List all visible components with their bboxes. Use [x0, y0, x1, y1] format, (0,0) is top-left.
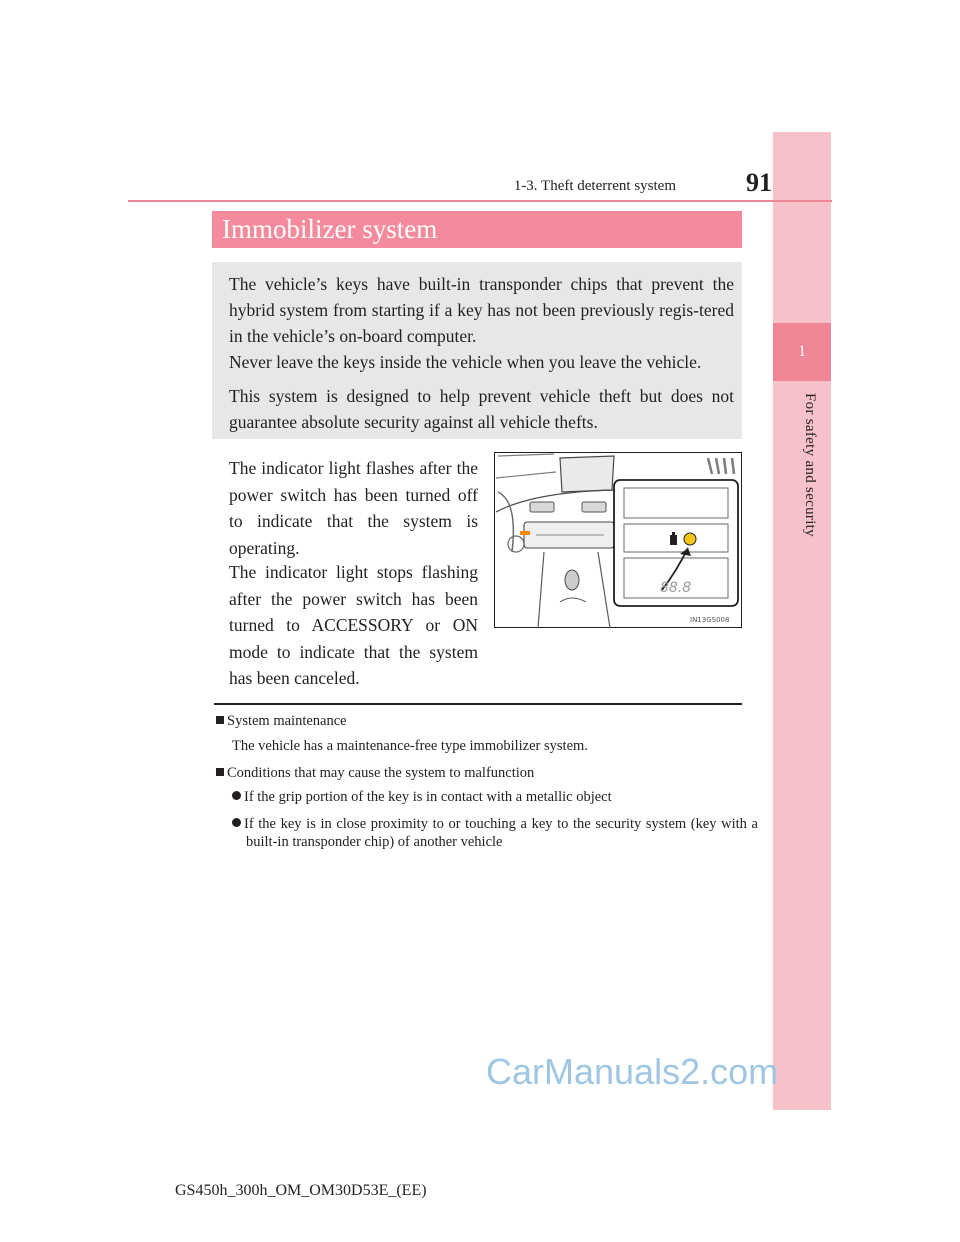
section-title: 1-3. Theft deterrent system: [513, 178, 676, 194]
note-heading: [216, 764, 534, 782]
dashboard-illustration: [494, 452, 742, 628]
malfunction-heading: Conditions that may cause the system to malfunction: [227, 765, 535, 781]
note-heading: [216, 712, 347, 730]
side-tab: [773, 132, 831, 1110]
chapter-label: For safety and security: [802, 393, 818, 537]
display-reading: 88.8: [660, 580, 692, 596]
page-number: 91: [746, 168, 772, 197]
bullet-dot-icon: [232, 791, 241, 800]
body-paragraph: The indicator light stops flashing after the power switch has been turned to ACCESSORY or ON mode to indicate that the system has been canceled.: [229, 562, 478, 688]
chapter-number: 1: [773, 323, 831, 381]
intro-paragraph: Never leave the keys inside the vehicle when you leave the vehicle.: [229, 352, 702, 372]
bullet-item: If the key is in close proximity to or touching a key to the security system (key with a built-in transponder chip) of another vehicle: [232, 815, 758, 851]
intro-paragraph: The vehicle’s keys have built-in transponder chips that prevent the hybrid system from starting if a key has not been previously regis-tered in the vehicle’s on-board computer.: [229, 274, 734, 346]
square-bullet-icon: [216, 716, 224, 724]
illustration-code: IN13GS008: [690, 616, 730, 624]
watermark: CarManuals2.com: [486, 1051, 779, 1092]
header-rule: [128, 200, 832, 202]
maintenance-heading: System maintenance: [227, 713, 347, 729]
page-title: Immobilizer system: [222, 214, 438, 244]
document-code: GS450h_300h_OM_OM30D53E_(EE): [175, 1182, 427, 1199]
bullet-item: If the grip portion of the key is in contact with a metallic object: [232, 788, 742, 806]
bullet-dot-icon: [232, 818, 241, 827]
section-rule: [214, 703, 742, 705]
square-bullet-icon: [216, 768, 224, 776]
intro-paragraph: This system is designed to help prevent vehicle theft but does not guarantee absolute security against all vehicle thefts.: [229, 386, 734, 432]
body-paragraph: The indicator light flashes after the power switch has been turned off to indicate that the system is operating.: [229, 458, 478, 558]
note-text: The vehicle has a maintenance-free type immobilizer system.: [232, 738, 588, 754]
